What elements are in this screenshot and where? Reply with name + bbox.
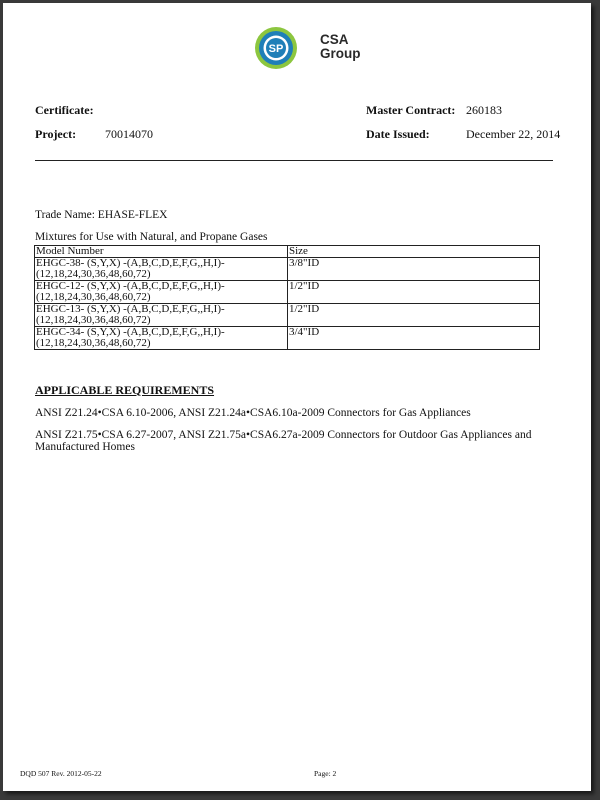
date-issued-value: December 22, 2014 [466, 127, 561, 141]
logo-wordmark [320, 33, 361, 61]
project-value: 70014070 [105, 127, 153, 141]
model-line-2: (12,18,24,30,36,48,60,72) [36, 337, 151, 349]
trade-name: Trade Name: EHASE-FLEX [35, 209, 168, 221]
model-cell [35, 327, 288, 350]
size-cell: 3/4"ID [288, 327, 540, 350]
document-page [3, 3, 591, 791]
requirement-item: ANSI Z21.24•CSA 6.10-2006, ANSI Z21.24a•CSA6.10a-2009 Connectors for Gas Appliances [35, 407, 471, 419]
master-contract-label: Master Contract: [366, 103, 456, 117]
logo-mark-text: SP [268, 43, 284, 55]
model-line-2: (12,18,24,30,36,48,60,72) [36, 314, 151, 326]
table-row [35, 281, 540, 304]
size-cell: 1/2"ID [288, 304, 540, 327]
table-header-row [35, 246, 540, 258]
model-cell [35, 304, 288, 327]
table-row [35, 327, 540, 350]
model-line-1: EHGC-38- (S,Y,X) -(A,B,C,D,E,F,G,,H,I)- [36, 257, 225, 269]
table-row [35, 258, 540, 281]
header-size: Size [288, 246, 540, 258]
table-row [35, 304, 540, 327]
model-line-2: (12,18,24,30,36,48,60,72) [36, 268, 151, 280]
certificate-label: Certificate: [35, 103, 94, 117]
footer-page-number: Page: 2 [314, 769, 337, 778]
model-cell [35, 281, 288, 304]
model-line-1: EHGC-13- (S,Y,X) -(A,B,C,D,E,F,G,,H,I)- [36, 303, 225, 315]
master-contract-value: 260183 [466, 103, 502, 117]
model-cell [35, 258, 288, 281]
date-issued-label: Date Issued: [366, 127, 430, 141]
project-label: Project: [35, 127, 77, 141]
logo-sub: Group [320, 46, 361, 61]
model-line-2: (12,18,24,30,36,48,60,72) [36, 291, 151, 303]
size-cell: 1/2"ID [288, 281, 540, 304]
model-line-1: EHGC-12- (S,Y,X) -(A,B,C,D,E,F,G,,H,I)- [36, 280, 225, 292]
requirements-title: APPLICABLE REQUIREMENTS [35, 383, 215, 397]
mixtures-text: Mixtures for Use with Natural, and Propane Gases [35, 231, 268, 243]
model-table [34, 245, 540, 350]
header-model-number: Model Number [35, 246, 288, 258]
footer-revision: DQD 507 Rev. 2012-05-22 [20, 769, 102, 778]
model-line-1: EHGC-34- (S,Y,X) -(A,B,C,D,E,F,G,,H,I)- [36, 326, 225, 338]
size-cell: 3/8"ID [288, 258, 540, 281]
requirement-item: ANSI Z21.75•CSA 6.27-2007, ANSI Z21.75a•CSA6.27a-2009 Connectors for Outdoor Gas Appliances and Manufactured Homes [35, 429, 532, 453]
header-divider [35, 160, 553, 161]
logo-brand: CSA [320, 32, 349, 47]
